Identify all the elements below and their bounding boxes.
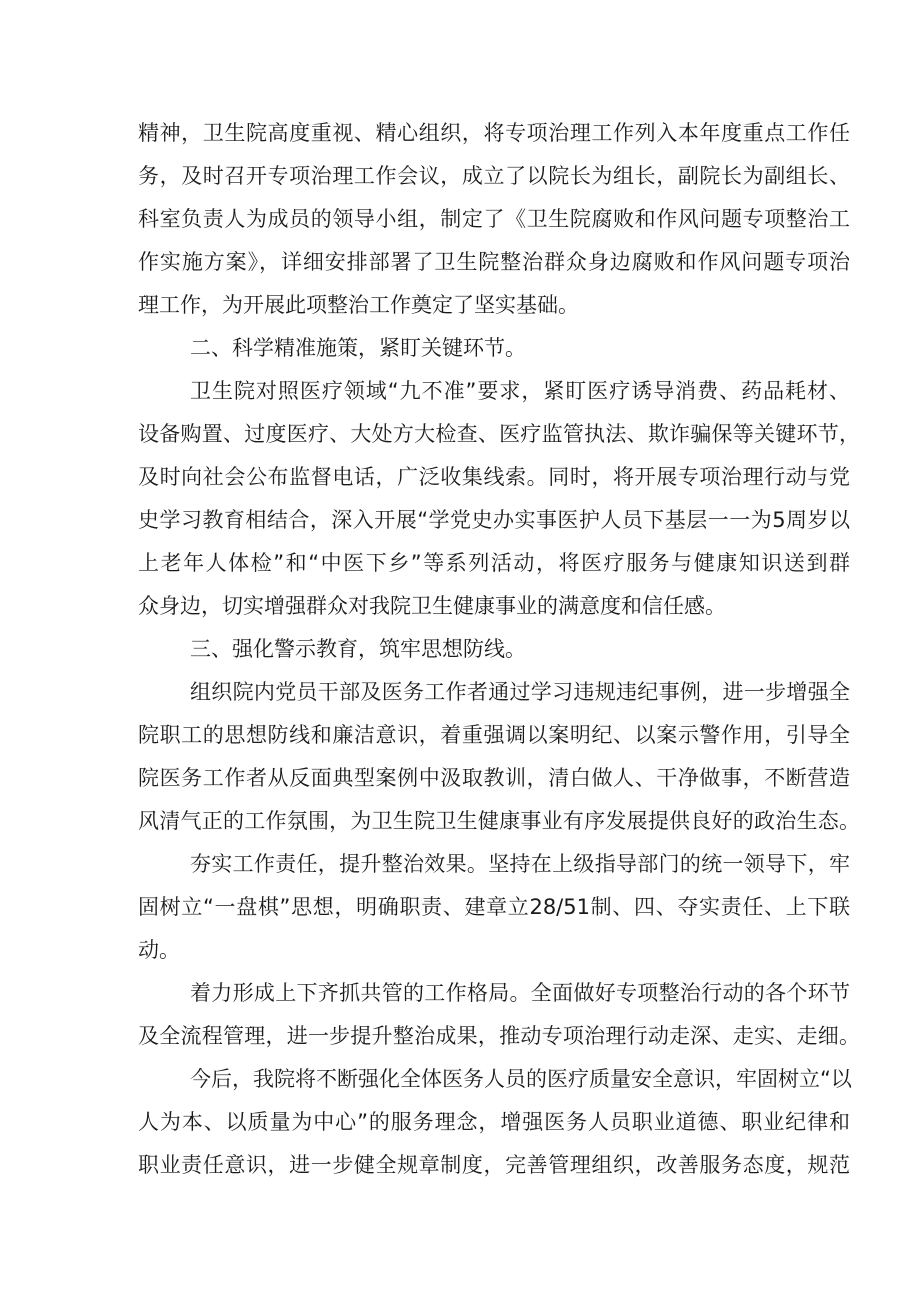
text-line: 院医务工作者从反面典型案例中汲取教训，清白做人、干净做事，不断营造 (138, 766, 850, 790)
text-line: 作实施方案》，详细安排部署了卫生院整治群众身边腐败和作风问题专项治 (138, 250, 850, 274)
text-line: 理工作，为开展此项整治工作奠定了坚实基础。 (138, 293, 579, 317)
section-heading: 三、强化警示教育，筑牢思想防线。 (190, 637, 526, 661)
text-line: 精神，卫生院高度重视、精心组织，将专项治理工作列入本年度重点工作任 (138, 121, 850, 145)
text-line: 及全流程管理，进一步提升整治成果，推动专项治理行动走深、走实、走细。 (138, 1024, 860, 1048)
text-line: 设备购置、过度医疗、大处方大检查、医疗监管执法、欺诈骗保等关键环节， (138, 422, 860, 446)
text-line: 风清气正的工作氛围，为卫生院卫生健康事业有序发展提供良好的政治生态。 (138, 809, 860, 833)
text-line: 及时向社会公布监督电话，广泛收集线索。同时，将开展专项治理行动与党 (138, 465, 850, 489)
text-line: 史学习教育相结合，深入开展“学党史办实事医护人员下基层一一为5周岁以 (138, 508, 850, 532)
text-line: 院职工的思想防线和廉洁意识，着重强调以案明纪、以案示警作用，引导全 (138, 723, 850, 747)
text-line: 夯实工作责任，提升整治效果。坚持在上级指导部门的统一领导下，牢 (190, 852, 850, 876)
text-line: 上老年人体检”和“中医下乡”等系列活动，将医疗服务与健康知识送到群 (138, 551, 850, 575)
text-line: 动。 (138, 938, 180, 962)
text-line: 人为本、以质量为中心”的服务理念，增强医务人员职业道德、职业纪律和 (138, 1110, 850, 1134)
text-line: 务，及时召开专项治理工作会议，成立了以院长为组长，副院长为副组长、 (138, 164, 850, 188)
text-line: 科室负责人为成员的领导小组，制定了《卫生院腐败和作风问题专项整治工 (138, 207, 850, 231)
text-line: 着力形成上下齐抓共管的工作格局。全面做好专项整治行动的各个环节 (190, 981, 850, 1005)
section-heading: 二、科学精准施策，紧盯关键环节。 (190, 336, 526, 360)
text-line: 今后，我院将不断强化全体医务人员的医疗质量安全意识，牢固树立“以 (190, 1067, 852, 1091)
text-line: 组织院内党员干部及医务工作者通过学习违规违纪事例，进一步增强全 (190, 680, 850, 704)
text-line: 职业责任意识，进一步健全规章制度，完善管理组织，改善服务态度，规范 (138, 1153, 850, 1177)
text-line: 固树立“一盘棋”思想，明确职责、建章立28/51制、四、夺实责任、上下联 (138, 895, 850, 919)
text-line: 卫生院对照医疗领域“九不准”要求，紧盯医疗诱导消费、药品耗材、 (190, 379, 850, 403)
text-line: 众身边，切实增强群众对我院卫生健康事业的满意度和信任感。 (138, 594, 726, 618)
